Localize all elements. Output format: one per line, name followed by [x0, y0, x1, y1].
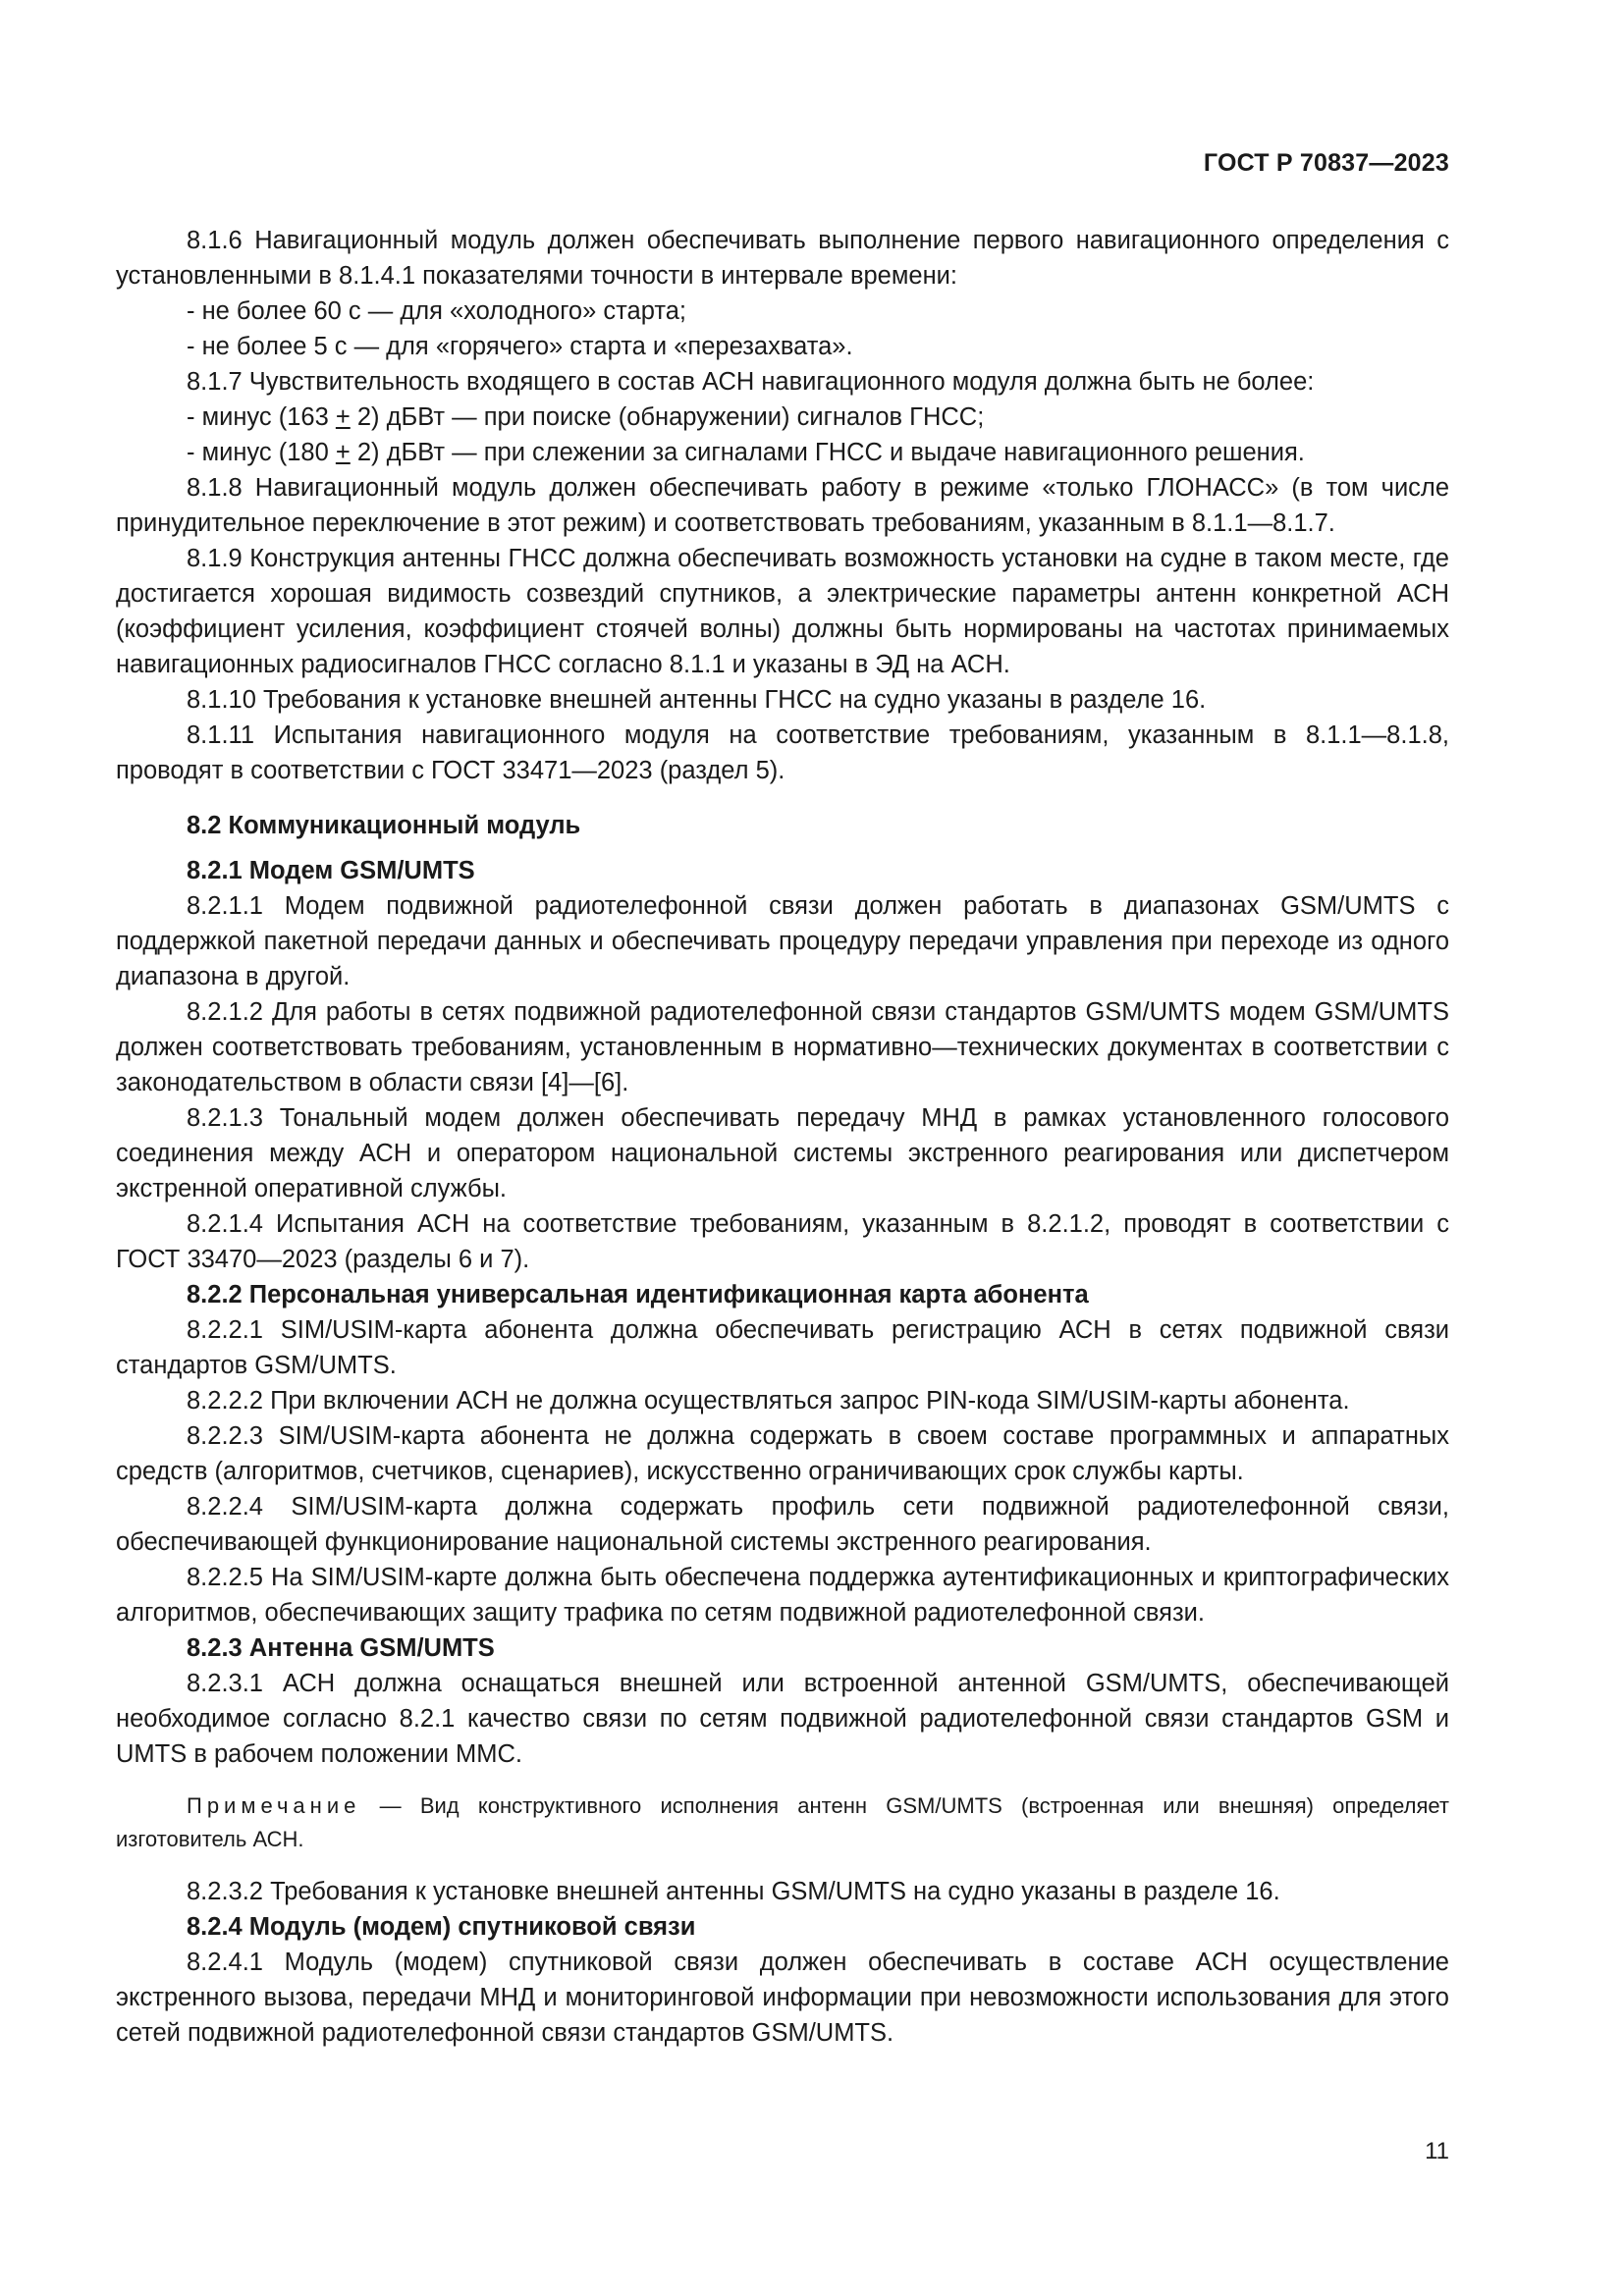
- paragraph-8-2-1-4: 8.2.1.4 Испытания АСН на соответствие требованиям, указанным в 8.2.1.2, проводят в соответствии с ГОСТ 33470—2023 (разделы 6 и 7).: [116, 1210, 1449, 1273]
- list-item: - не более 5 с — для «горячего» старта и «перезахвата».: [187, 333, 853, 360]
- list-item: [116, 435, 1449, 470]
- note-text: — Вид конструктивного исполнения антенн GSM/UMTS (встроенная или внешняя) определяет изготовитель АСН.: [116, 1793, 1449, 1851]
- paragraph-8-1-8: 8.1.8 Навигационный модуль должен обеспечивать работу в режиме «только ГЛОНАСС» (в том числе принудительное переключение в этот режим) и соответствовать требованиям, указанным в 8.1.1—8.1.7.: [116, 474, 1449, 537]
- subsection-heading-8-2-4: 8.2.4 Модуль (модем) спутниковой связи: [187, 1913, 696, 1941]
- paragraph-8-1-6: 8.1.6 Навигационный модуль должен обеспечивать выполнение первого навигационного определения с установленными в 8.1.4.1 показателями точности в интервале времени:: [116, 227, 1449, 290]
- list-item: - не более 60 с — для «холодного» старта;: [187, 297, 686, 325]
- subsection-heading-8-2-1: 8.2.1 Модем GSM/UMTS: [187, 857, 475, 884]
- section-heading-8-2: 8.2 Коммуникационный модуль: [187, 812, 581, 839]
- paragraph-8-1-11: 8.1.11 Испытания навигационного модуля на соответствие требованиям, указанным в 8.1.1—8.1.8, проводят в соответствии с ГОСТ 33471—2023 (раздел 5).: [116, 721, 1449, 784]
- paragraph-8-2-1-1: 8.2.1.1 Модем подвижной радиотелефонной связи должен работать в диапазонах GSM/UMTS с поддержкой пакетной передачи данных и обеспечивать процедуру передачи управления при переходе из одного диапазона в другой.: [116, 892, 1449, 990]
- paragraph-8-2-2-1: 8.2.2.1 SIM/USIM-карта абонента должна обеспечивать регистрацию АСН в сетях подвижной связи стандартов GSM/UMTS.: [116, 1316, 1449, 1379]
- subsection-heading-8-2-2: 8.2.2 Персональная универсальная идентификационная карта абонента: [187, 1281, 1089, 1308]
- page-number: 11: [1425, 2138, 1449, 2164]
- paragraph-8-2-2-5: 8.2.2.5 На SIM/USIM-карте должна быть обеспечена поддержка аутентификационных и криптографических алгоритмов, обеспечивающих защиту трафика по сетям подвижной радиотелефонной связи.: [116, 1564, 1449, 1627]
- plus-minus-sign: +: [335, 439, 351, 466]
- paragraph-8-2-3-1: 8.2.3.1 АСН должна оснащаться внешней или встроенной антенной GSM/UMTS, обеспечивающей необходимое согласно 8.2.1 качество связи по сетям подвижной радиотелефонной связи стандартов GSM и UMTS в рабочем положении ММС.: [116, 1670, 1449, 1768]
- plus-minus-sign: +: [335, 403, 351, 431]
- subsection-heading-8-2-3: 8.2.3 Антенна GSM/UMTS: [187, 1634, 495, 1662]
- paragraph-8-2-1-3: 8.2.1.3 Тональный модем должен обеспечивать передачу МНД в рамках установленного голосового соединения между АСН и оператором национальной системы экстренного реагирования или диспетчером экстренной оперативной службы.: [116, 1104, 1449, 1202]
- note: [116, 1789, 1449, 1856]
- paragraph-8-2-2-3: 8.2.2.3 SIM/USIM-карта абонента не должна содержать в своем составе программных и аппаратных средств (алгоритмов, счетчиков, сценариев), искусственно ограничивающих срок службы карты.: [116, 1422, 1449, 1485]
- paragraph-8-2-2-2: 8.2.2.2 При включении АСН не должна осуществляться запрос PIN-кода SIM/USIM-карты абонента.: [187, 1387, 1350, 1415]
- paragraph-8-1-10: 8.1.10 Требования к установке внешней антенны ГНСС на судно указаны в разделе 16.: [187, 686, 1207, 714]
- paragraph-8-2-3-2: 8.2.3.2 Требования к установке внешней антенны GSM/UMTS на судно указаны в разделе 16.: [187, 1878, 1280, 1905]
- paragraph-8-1-9: 8.1.9 Конструкция антенны ГНСС должна обеспечивать возможность установки на судне в таком месте, где достигается хорошая видимость созвездий спутников, а электрические параметры антенн конкретной АСН (коэффициент усиления, коэффициент стоячей волны) должны быть нормированы на частотах принимаемых навигационных радиосигналов ГНСС согласно 8.1.1 и указаны в ЭД на АСН.: [116, 545, 1449, 678]
- document-id-header: ГОСТ Р 70837—2023: [1203, 149, 1449, 177]
- list-item-suffix: 2) дБВт — при слежении за сигналами ГНСС и выдаче навигационного решения.: [350, 439, 1305, 466]
- list-item-prefix: - минус (163: [187, 403, 336, 431]
- list-item-suffix: 2) дБВт — при поиске (обнаружении) сигналов ГНСС;: [350, 403, 985, 431]
- list-item-prefix: - минус (180: [187, 439, 336, 466]
- paragraph-8-2-2-4: 8.2.2.4 SIM/USIM-карта должна содержать профиль сети подвижной радиотелефонной связи, обеспечивающей функционирование национальной системы экстренного реагирования.: [116, 1493, 1449, 1556]
- paragraph-8-2-1-2: 8.2.1.2 Для работы в сетях подвижной радиотелефонной связи стандартов GSM/UMTS модем GSM/UMTS должен соответствовать требованиям, установленным в нормативно—технических документах в соответствии с законодательством в области связи [4]—[6].: [116, 998, 1449, 1096]
- document-page: [116, 0, 1449, 2296]
- paragraph-8-1-7: 8.1.7 Чувствительность входящего в состав АСН навигационного модуля должна быть не более:: [187, 368, 1315, 396]
- note-label: Примечание: [187, 1793, 361, 1818]
- list-item: [116, 400, 1449, 435]
- paragraph-8-2-4-1: 8.2.4.1 Модуль (модем) спутниковой связи должен обеспечивать в составе АСН осуществление экстренного вызова, передачи МНД и мониторинговой информации при невозможности использования для этого сетей подвижной радиотелефонной связи стандартов GSM/UMTS.: [116, 1949, 1449, 2047]
- document-body: [116, 223, 1449, 2051]
